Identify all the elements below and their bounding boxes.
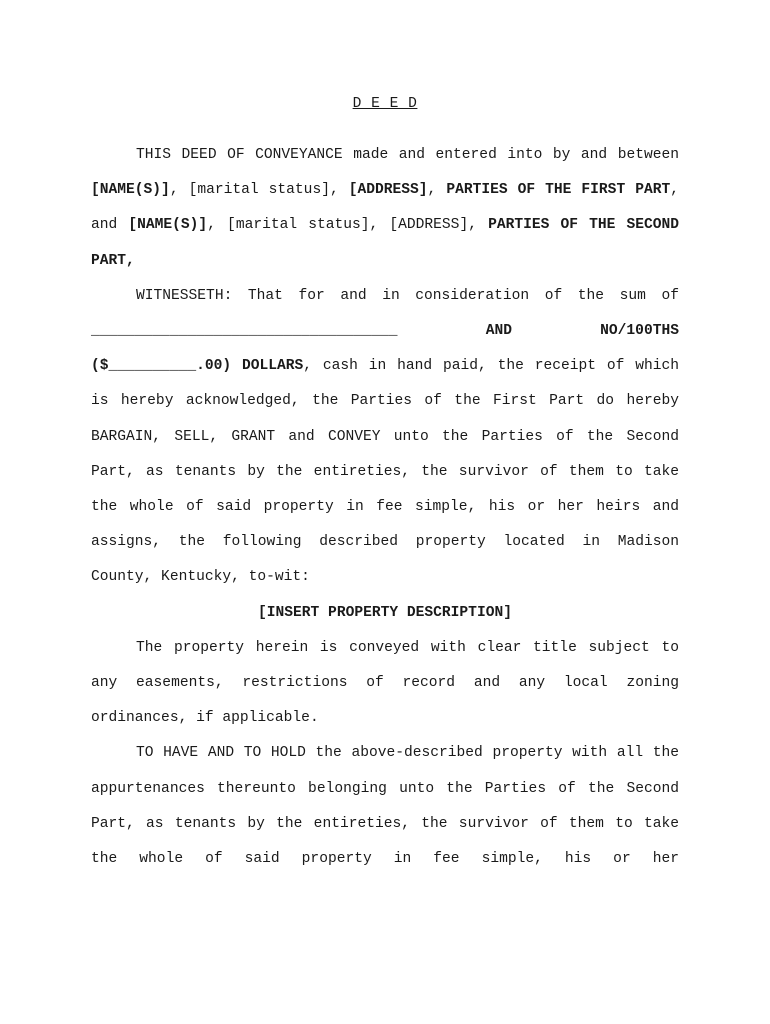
- parties-first-label-b: PART: [635, 182, 671, 199]
- document-body: [91, 138, 679, 877]
- parties-second-label-a: PARTIES OF THE: [488, 217, 616, 234]
- parties-second-label-b: SECOND PART,: [91, 217, 680, 269]
- consideration-blank: ___________________________________: [91, 323, 398, 340]
- witnesseth-lead: WITNESSETH: That for and in consideration of the sum of: [136, 287, 679, 304]
- conveyance-lead-text: THIS DEED OF CONVEYANCE made and entered into by and between: [136, 147, 679, 163]
- paragraph-witnesseth: [91, 349, 679, 595]
- second-party-name: [NAME(S)]: [128, 217, 208, 234]
- document-title: D E E D: [352, 96, 418, 112]
- and-text: , and: [91, 182, 680, 234]
- and-word: AND: [485, 323, 512, 340]
- first-party-name: [NAME(S)]: [91, 182, 170, 199]
- no100ths-word: NO/100THS: [600, 323, 679, 340]
- paragraph-clear-title: The property herein is conveyed with clear title subject to any easements, restrictions of record and any local zoning ordinances, if applicable.: [91, 639, 679, 727]
- second-party-details-text: , [marital status], [ADDRESS],: [207, 217, 489, 234]
- parties-first-label-a: PARTIES OF THE FIRST: [446, 182, 626, 199]
- property-description-text: [INSERT PROPERTY DESCRIPTION]: [258, 604, 512, 621]
- separator-text: ,: [427, 182, 447, 199]
- consideration-line: [91, 314, 679, 349]
- first-party-address: [ADDRESS]: [348, 182, 428, 199]
- property-description-placeholder: [91, 596, 679, 631]
- first-party-marital-text: , [marital status],: [169, 182, 349, 199]
- witnesseth-body-text: , cash in hand paid, the receipt of which is hereby acknowledged, the Parties of the First Part do hereby BARGAIN, SELL, GRANT and CONVEY unto the Parties of the Second Part, as tenants by the entireties, the survivor of them to take the whole of said property in fee simple, his or her heirs and assigns, the following described property located in Madison County, Kentucky, to-wit:: [91, 358, 679, 586]
- dollar-amount: ($__________.00) DOLLARS: [91, 358, 304, 375]
- paragraph-conveyance: [91, 138, 679, 279]
- paragraph-habendum: TO HAVE AND TO HOLD the above-described property with all the appurtenances thereunto belonging unto the Parties of the Second Part, as tenants by the entireties, the survivor of them to take the whole of said property in fee simple, his or her: [91, 745, 679, 868]
